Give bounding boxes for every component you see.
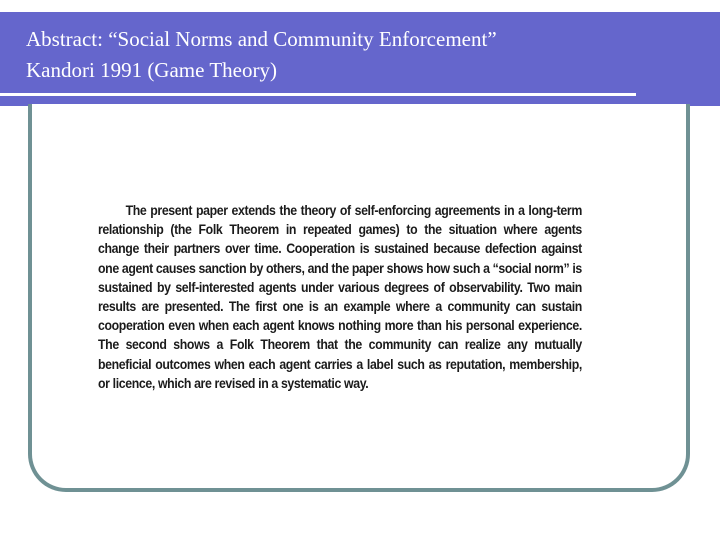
- slide-title-line-1: Abstract: “Social Norms and Community Enforcement”: [26, 27, 497, 51]
- title-underline: [0, 93, 636, 96]
- title-bar-corner: [693, 12, 720, 106]
- slide-title: [26, 24, 640, 86]
- abstract-paragraph: The present paper extends the theory of self-enforcing agreements in a long-term relationship (the Folk Theorem in repeated games) to the situation where agents change their partners over time. Cooperation is sustained because defection against one agent causes sanction by others, and the paper shows how such a “social norm” is sustained by self-interested agents under various degrees of observability. Two main results are presented. The first one is an example where a community can sustain cooperation even when each agent knows nothing more than his personal experience. The second shows a Folk Theorem that the community can realize any mutually beneficial outcomes when each agent carries a label such as reputation, membership, or licence, which are revised in a systematic way.: [98, 203, 582, 391]
- slide-title-line-2: Kandori 1991 (Game Theory): [26, 58, 277, 82]
